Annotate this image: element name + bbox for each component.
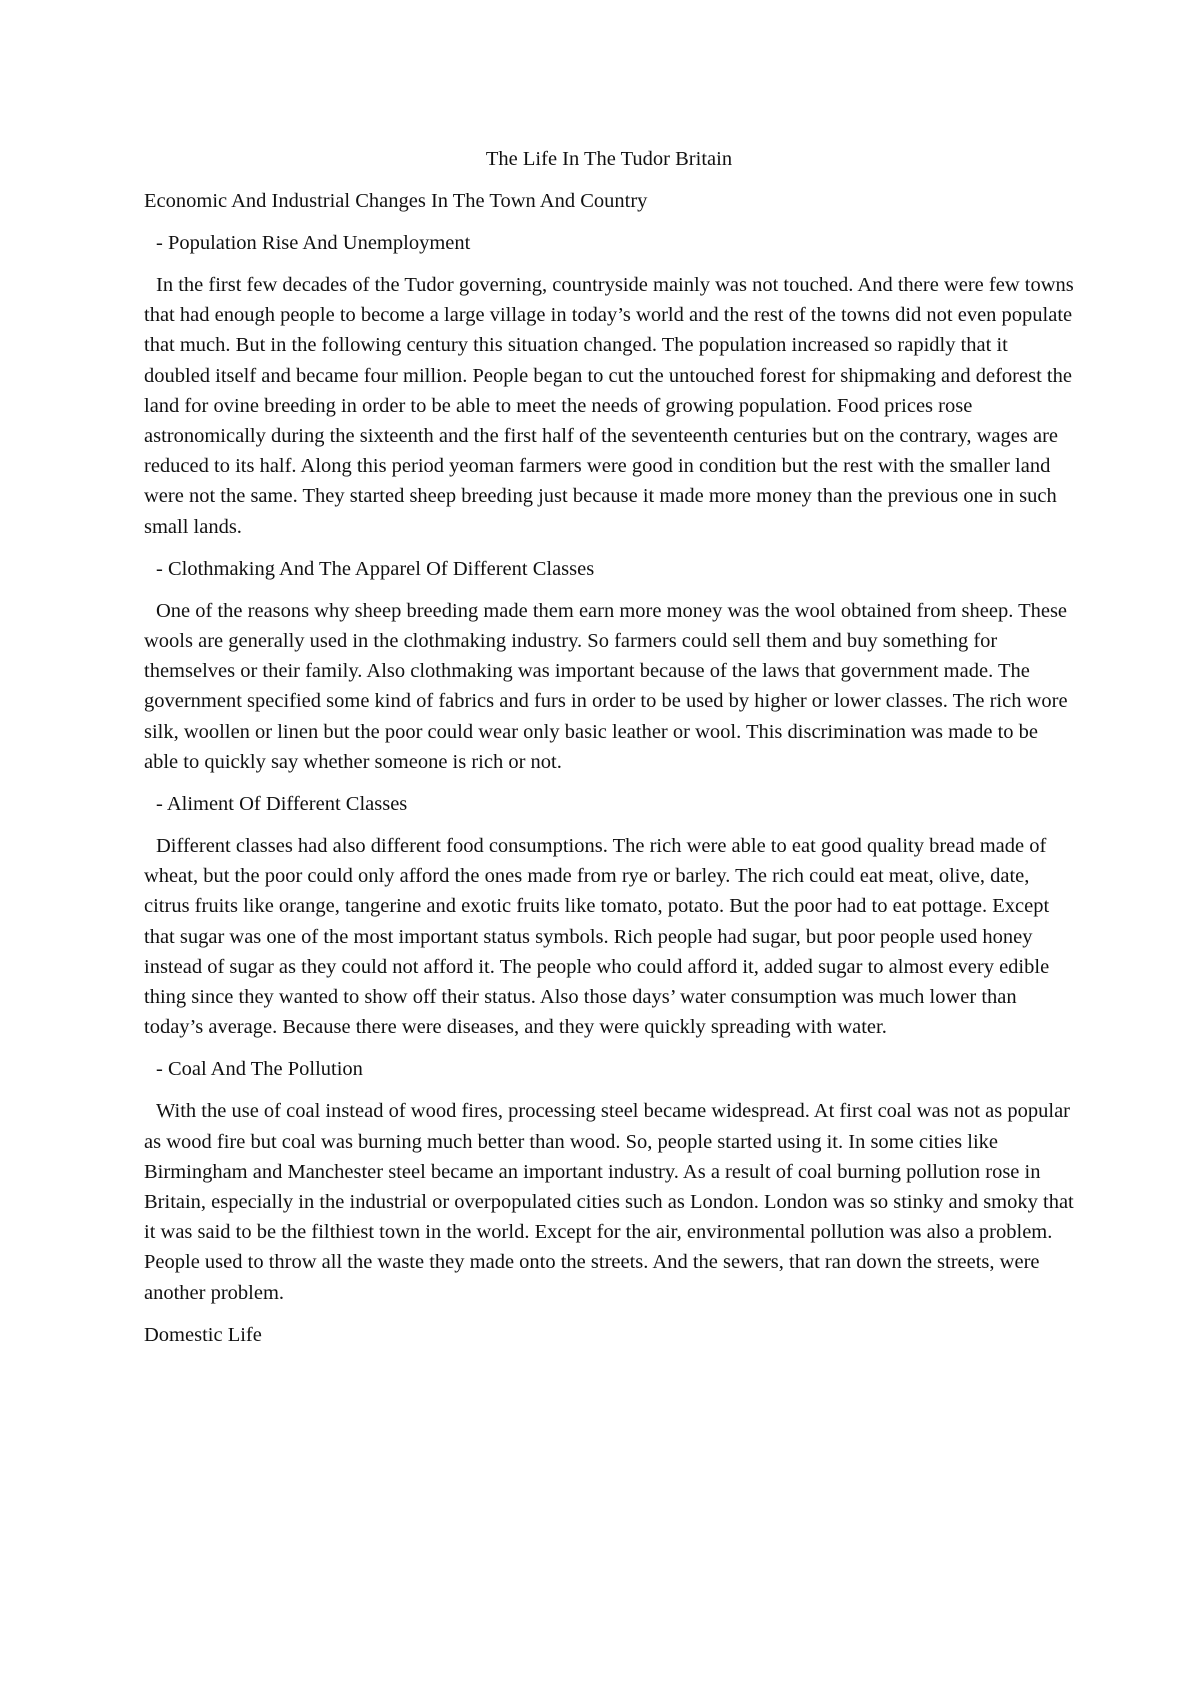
subsection-heading-coal: - Coal And The Pollution — [156, 1058, 363, 1081]
subsection-heading-clothmaking: - Clothmaking And The Apparel Of Different Classes — [156, 557, 595, 580]
document-body — [144, 144, 1074, 1362]
subsection-heading-aliment: - Aliment Of Different Classes — [156, 793, 408, 816]
paragraph-clothmaking: One of the reasons why sheep breeding made them earn more money was the wool obtained from sheep. These wools are generally used in the clothmaking industry. So farmers could sell them and buy something for themselves or their family. Also clothmaking was important because of the laws that government made. The government specified some kind of fabrics and furs in order to be used by higher or lower classes. The rich wore silk, woollen or linen but the poor could wear only basic leather or wool. This discrimination was made to be able to quickly say whether someone is rich or not. — [144, 599, 1068, 773]
subsection-heading-population: - Population Rise And Unemployment — [156, 232, 471, 254]
paragraph-population: In the first few decades of the Tudor governing, countryside mainly was not touched. And there were few towns that had enough people to become a large village in today’s world and the rest of the towns did not even populate that much. But in the following century this situation changed. The population increased so rapidly that it doubled itself and became four million. People began to cut the untouched forest for shipmaking and deforest the land for ovine breeding in order to be able to meet the needs of growing population. Food prices rose astronomically during the sixteenth and the first half of the seventeenth centuries but on the contrary, wages are reduced to its half. Along this period yeoman farmers were good in condition but the rest with the smaller land were not the same. They started sheep breeding just because it made more money than the previous one in such small lands. — [144, 274, 1074, 538]
paragraph-aliment: Different classes had also different food consumptions. The rich were able to eat good quality bread made of wheat, but the poor could only afford the ones made from rye or barley. The rich could eat meat, olive, date, citrus fruits like orange, tangerine and exotic fruits like tomato, potato. But the poor had to eat pottage. Except that sugar was one of the most important status symbols. Rich people had sugar, but poor people used honey instead of sugar as they could not afford it. The people who could afford it, added sugar to almost every edible thing since they wanted to show off their status. Also those days’ water consumption was much lower than today’s average. Because there were diseases, and they were quickly spreading with water. — [144, 835, 1050, 1039]
paragraph-coal: With the use of coal instead of wood fires, processing steel became widespread. At first coal was not as popular as wood fire but coal was burning much better than wood. So, people started using it. In some cities like Birmingham and Manchester steel became an important industry. As a result of coal burning pollution rose in Britain, especially in the industrial or overpopulated cities such as London. London was so stinky and smoky that it was said to be the filthiest town in the world. Except for the air, environmental pollution was also a problem. People used to throw all the waste they made onto the streets. And the sewers, that ran down the streets, were another problem. — [144, 1100, 1074, 1304]
document-title: The Life In The Tudor Britain — [485, 148, 733, 170]
section-heading-economic: Economic And Industrial Changes In The Town And Country — [144, 190, 648, 212]
section-heading-domestic: Domestic Life — [144, 1323, 262, 1346]
